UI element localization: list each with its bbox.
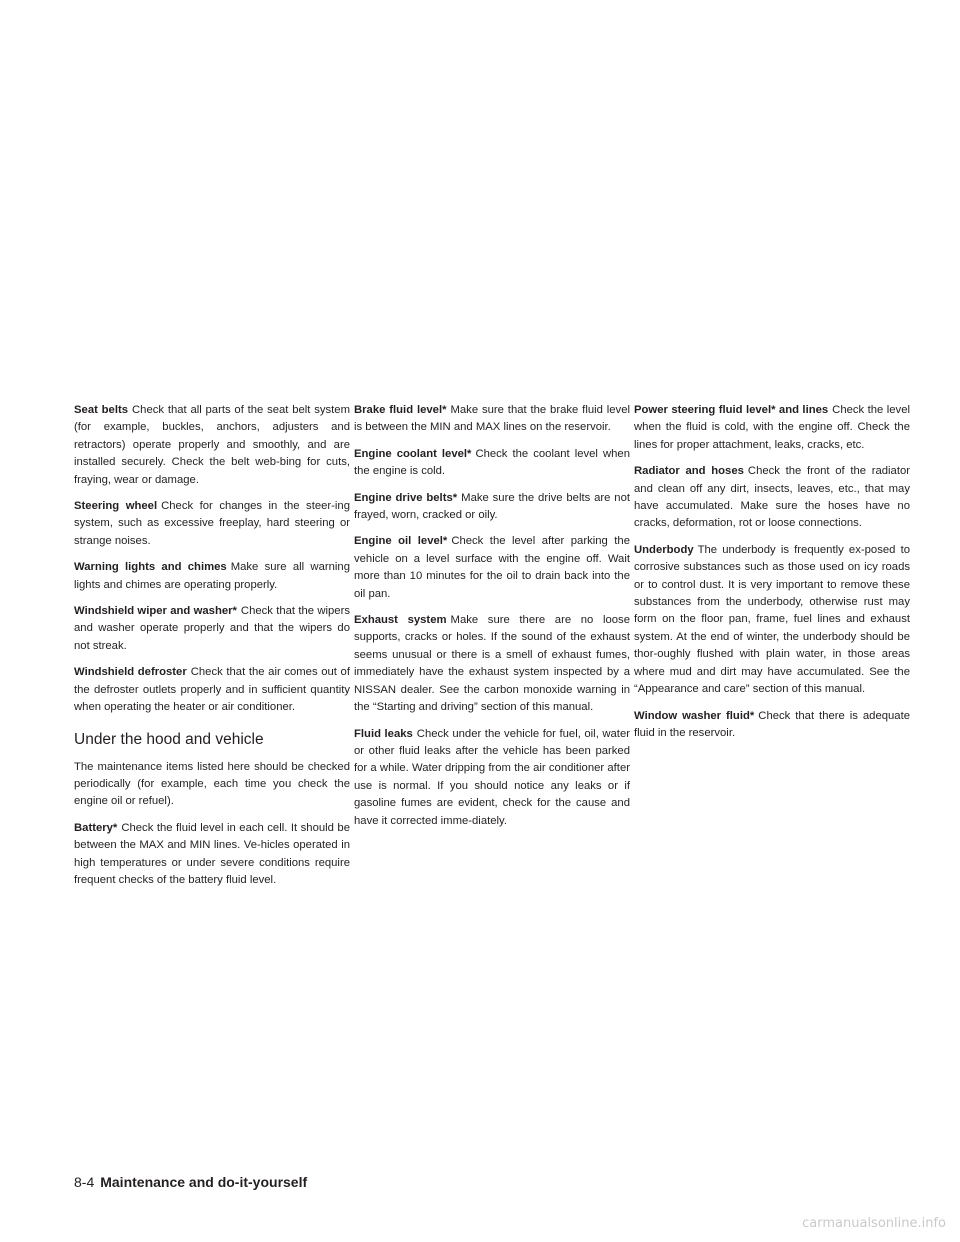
entry-radiator-hoses [634, 463, 910, 533]
entry-warning-lights [74, 559, 350, 594]
entry-term: Engine coolant level* [354, 447, 472, 460]
section-intro: The maintenance items listed here should be checked periodically (for example, each time you check the engine oil or refuel). [74, 760, 350, 808]
entry-text: Check that the wipers and washer operate properly and that the wipers do not streak. [74, 605, 350, 652]
page-number: 8-4 [74, 1174, 95, 1190]
entry-text: Check the level after parking the vehicle on a level surface with the engine off. Wait more than 10 minutes for the oil to drain back into the oil pan. [354, 535, 630, 600]
entry-text: The underbody is frequently ex-posed to corrosive substances such as those used on icy roads or to control dust. It is very important to remove these substances from the underbody, otherwise rust may form on the floor pan, frame, fuel lines and exhaust system. At the end of winter, the underbody should be thor-oughly flushed with plain water, in those areas where mud and dirt may have accumulated. See the “Appearance and care” section of this manual. [634, 543, 910, 696]
entry-engine-drive-belts [354, 490, 630, 525]
entry-term: Seat belts [74, 404, 129, 416]
entry-engine-coolant [354, 446, 630, 481]
watermark: carmanualsonline.info [802, 1216, 946, 1231]
column-1 [74, 402, 350, 898]
section-title: Maintenance and do-it-yourself [100, 1174, 308, 1190]
column-3 [634, 402, 910, 751]
entry-text: Make sure that the brake fluid level is between the MIN and MAX lines on the reservoir. [354, 404, 630, 434]
entry-term: Underbody [634, 543, 694, 556]
page-footer [74, 1173, 307, 1191]
entry-term: Steering wheel [74, 500, 158, 513]
entry-steering-wheel [74, 498, 350, 550]
entry-text: Make sure there are no loose supports, cracks or holes. If the sound of the exhaust seems unusual or there is a smell of exhaust fumes, immediately have the exhaust system inspected by a NISSAN dealer. See the carbon monoxide warning in the “Starting and driving” section of this manual. [354, 614, 630, 714]
entry-text: Make sure all warning lights and chimes are operating properly. [74, 561, 350, 591]
entry-term: Windshield wiper and washer* [74, 605, 237, 618]
entry-underbody [634, 542, 910, 699]
entry-text: Check that all parts of the seat belt system (for example, buckles, anchors, adjusters and retractors) operate properly and smoothly, and are installed securely. Check the belt web-bing for cuts, fraying, wear or damage. [74, 404, 350, 486]
entry-text: Check that the air comes out of the defroster outlets properly and in sufficient quantity when operating the heater or air conditioner. [74, 666, 350, 714]
entry-power-steering [634, 402, 910, 454]
entry-term: Brake fluid level* [354, 404, 447, 416]
entry-exhaust-system [354, 612, 630, 716]
entry-engine-oil [354, 533, 630, 603]
entry-brake-fluid [354, 402, 630, 437]
entry-text: Make sure the drive belts are not frayed, worn, cracked or oily. [354, 491, 630, 522]
entry-term: Window washer fluid* [634, 709, 755, 722]
entry-term: Engine oil level* [354, 535, 448, 548]
entry-text: Check the coolant level when the engine is cold. [354, 447, 630, 478]
entry-term: Engine drive belts* [354, 491, 458, 504]
entry-text: Check the front of the radiator and clean off any dirt, insects, leaves, etc., that may have accumulated. Make sure the hoses have no cracks, deformation, rot or loose connections. [634, 465, 911, 530]
section-heading: Under the hood and vehicle [74, 730, 264, 748]
entry-term: Fluid leaks [354, 727, 413, 740]
entry-window-washer [634, 708, 910, 743]
entry-term: Battery* [74, 821, 118, 834]
entry-text: Check that there is adequate fluid in the reservoir. [634, 709, 910, 739]
entry-windshield-wiper [74, 603, 350, 655]
entry-term: Radiator and hoses [634, 465, 744, 478]
entry-term: Power steering fluid level* and lines [634, 404, 829, 416]
entry-term: Exhaust system [354, 614, 447, 627]
entry-term: Warning lights and chimes [74, 561, 227, 574]
entry-battery [74, 820, 350, 890]
entry-windshield-defroster [74, 664, 350, 716]
entry-term: Windshield defroster [74, 666, 187, 679]
entry-text: Check the fluid level in each cell. It should be between the MAX and MIN lines. Ve-hicles operated in high temperatures or under severe conditions require frequent checks of the battery fluid level. [74, 821, 350, 886]
column-2 [354, 402, 630, 839]
entry-text: Check under the vehicle for fuel, oil, water or other fluid leaks after the vehicle has been parked for a while. Water dripping from the air conditioner after use is normal. If you should notice any leaks or if gasoline fumes are evident, check for the cause and have it corrected imme-diately. [354, 727, 630, 827]
entry-text: Check the level when the fluid is cold, with the engine off. Check the lines for proper attachment, leaks, cracks, etc. [634, 404, 910, 451]
entry-text: Check for changes in the steer-ing system, such as excessive freeplay, hard steering or strange noises. [74, 500, 351, 547]
entry-fluid-leaks [354, 726, 630, 830]
entry-seat-belts [74, 402, 350, 489]
